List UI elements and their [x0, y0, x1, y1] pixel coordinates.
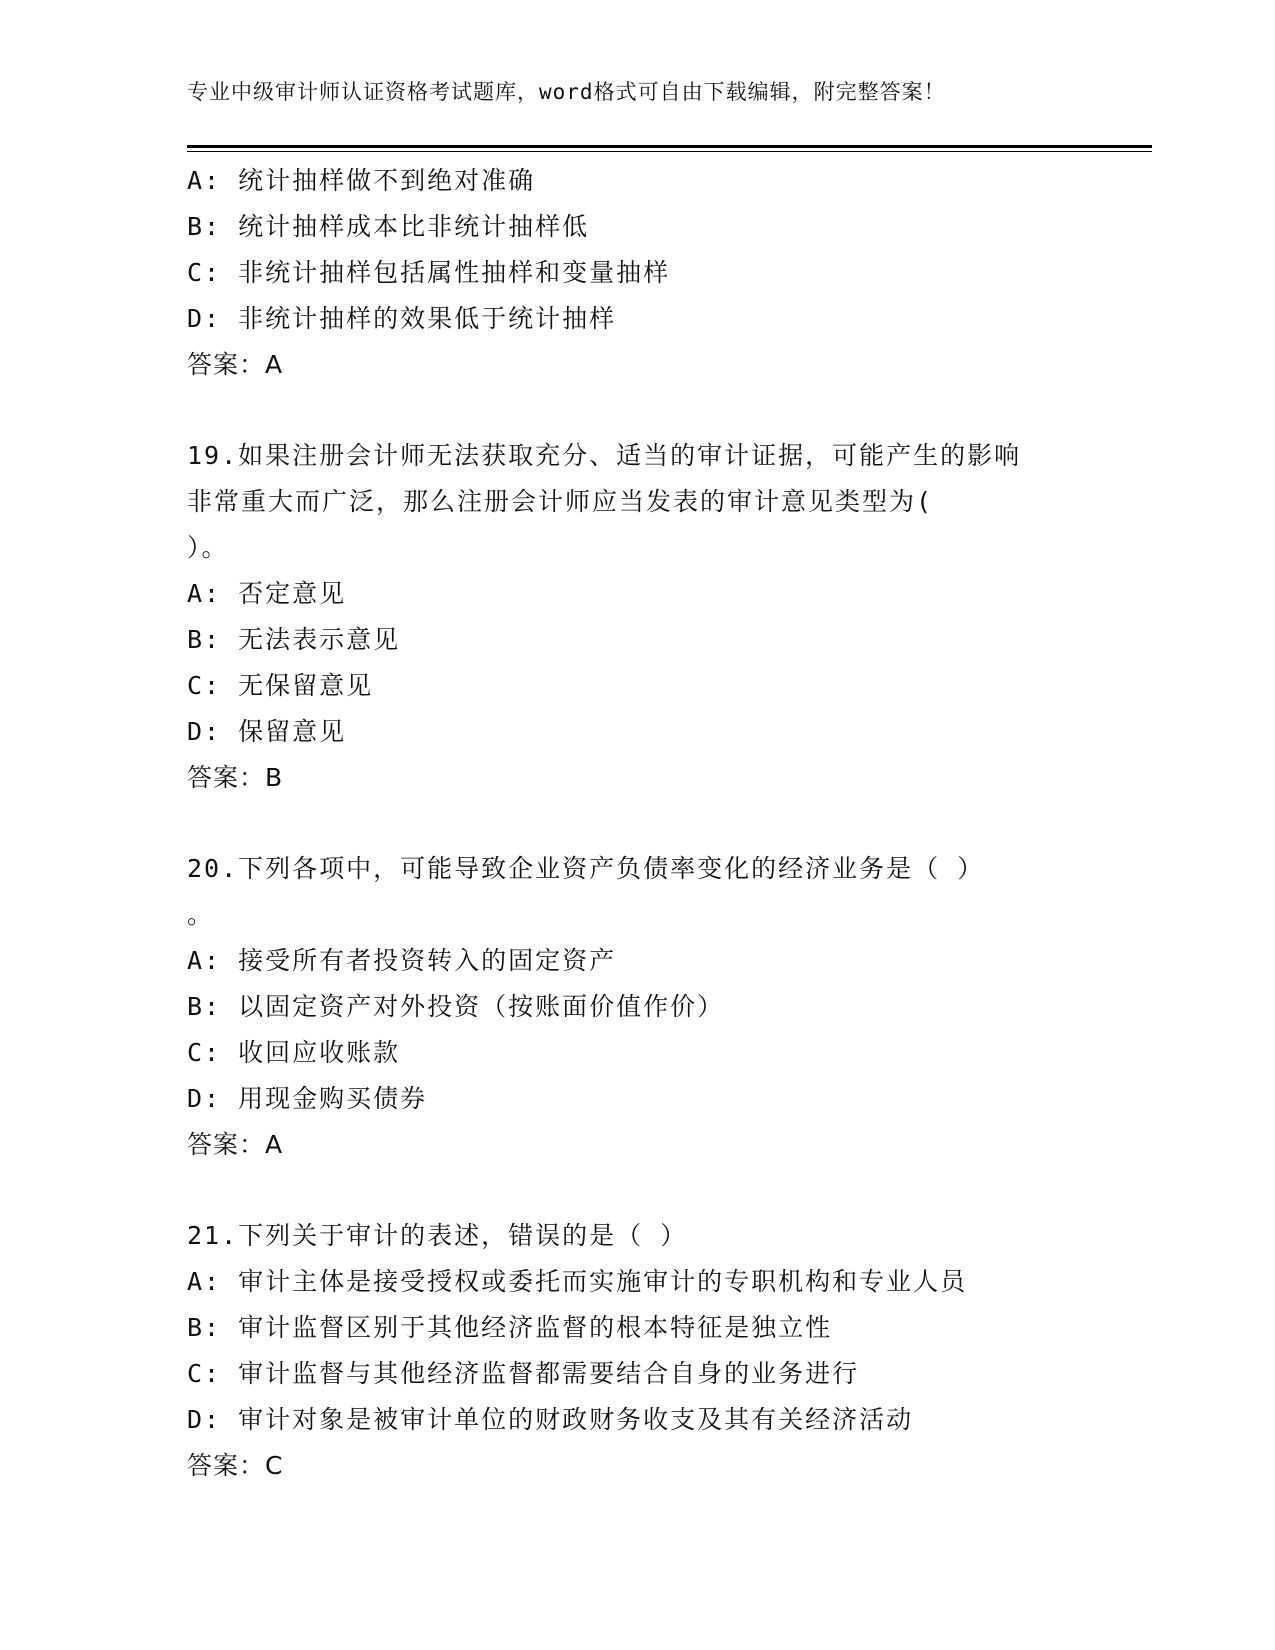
- page-header: 专业中级审计师认证资格考试题库，word格式可自由下载编辑，附完整答案！: [187, 80, 946, 104]
- option-a: A: 统计抽样做不到绝对准确: [187, 166, 536, 195]
- option-a: A: 审计主体是接受授权或委托而实施审计的专职机构和专业人员: [187, 1267, 968, 1296]
- question-block-18: [187, 158, 1087, 388]
- option-a: A: 接受所有者投资转入的固定资产: [187, 946, 617, 975]
- option-c: C: 无保留意见: [187, 671, 374, 700]
- option-b: B: 无法表示意见: [187, 625, 401, 654]
- option-c: C: 审计监督与其他经济监督都需要结合自身的业务进行: [187, 1359, 860, 1388]
- question-stem-line: ）。: [187, 533, 229, 562]
- question-stem-line: 。: [187, 900, 215, 929]
- option-b: B: 审计监督区别于其他经济监督的根本特征是独立性: [187, 1313, 833, 1342]
- answer-line: 答案：A: [187, 1130, 284, 1159]
- option-c: C: 收回应收账款: [187, 1038, 401, 1067]
- option-d: D: 保留意见: [187, 717, 347, 746]
- option-a: A: 否定意见: [187, 579, 347, 608]
- answer-line: 答案：A: [187, 350, 284, 379]
- option-d: D: 审计对象是被审计单位的财政财务收支及其有关经济活动: [187, 1405, 914, 1434]
- option-d: D: 非统计抽样的效果低于统计抽样: [187, 304, 617, 333]
- answer-line: 答案：C: [187, 1451, 284, 1480]
- question-stem-line: 非常重大而广泛，那么注册会计师应当发表的审计意见类型为(: [187, 487, 934, 516]
- question-stem-line: 19.如果注册会计师无法获取充分、适当的审计证据，可能产生的影响: [187, 441, 1022, 470]
- answer-line: 答案：B: [187, 763, 284, 792]
- question-block-21: [187, 1213, 1087, 1489]
- question-block-20: [187, 846, 1087, 1168]
- question-content: [187, 158, 1087, 1489]
- option-b: B: 以固定资产对外投资（按账面价值作价）: [187, 992, 725, 1021]
- question-block-19: [187, 433, 1087, 801]
- option-c: C: 非统计抽样包括属性抽样和变量抽样: [187, 258, 671, 287]
- option-b: B: 统计抽样成本比非统计抽样低: [187, 212, 590, 241]
- header-rule-thin: [187, 151, 1152, 152]
- option-d: D: 用现金购买债券: [187, 1084, 428, 1113]
- question-stem-line: 21.下列关于审计的表述，错误的是（ ）: [187, 1221, 688, 1250]
- header-rule-thick: [187, 145, 1152, 148]
- question-stem-line: 20.下列各项中，可能导致企业资产负债率变化的经济业务是（ ）: [187, 854, 985, 883]
